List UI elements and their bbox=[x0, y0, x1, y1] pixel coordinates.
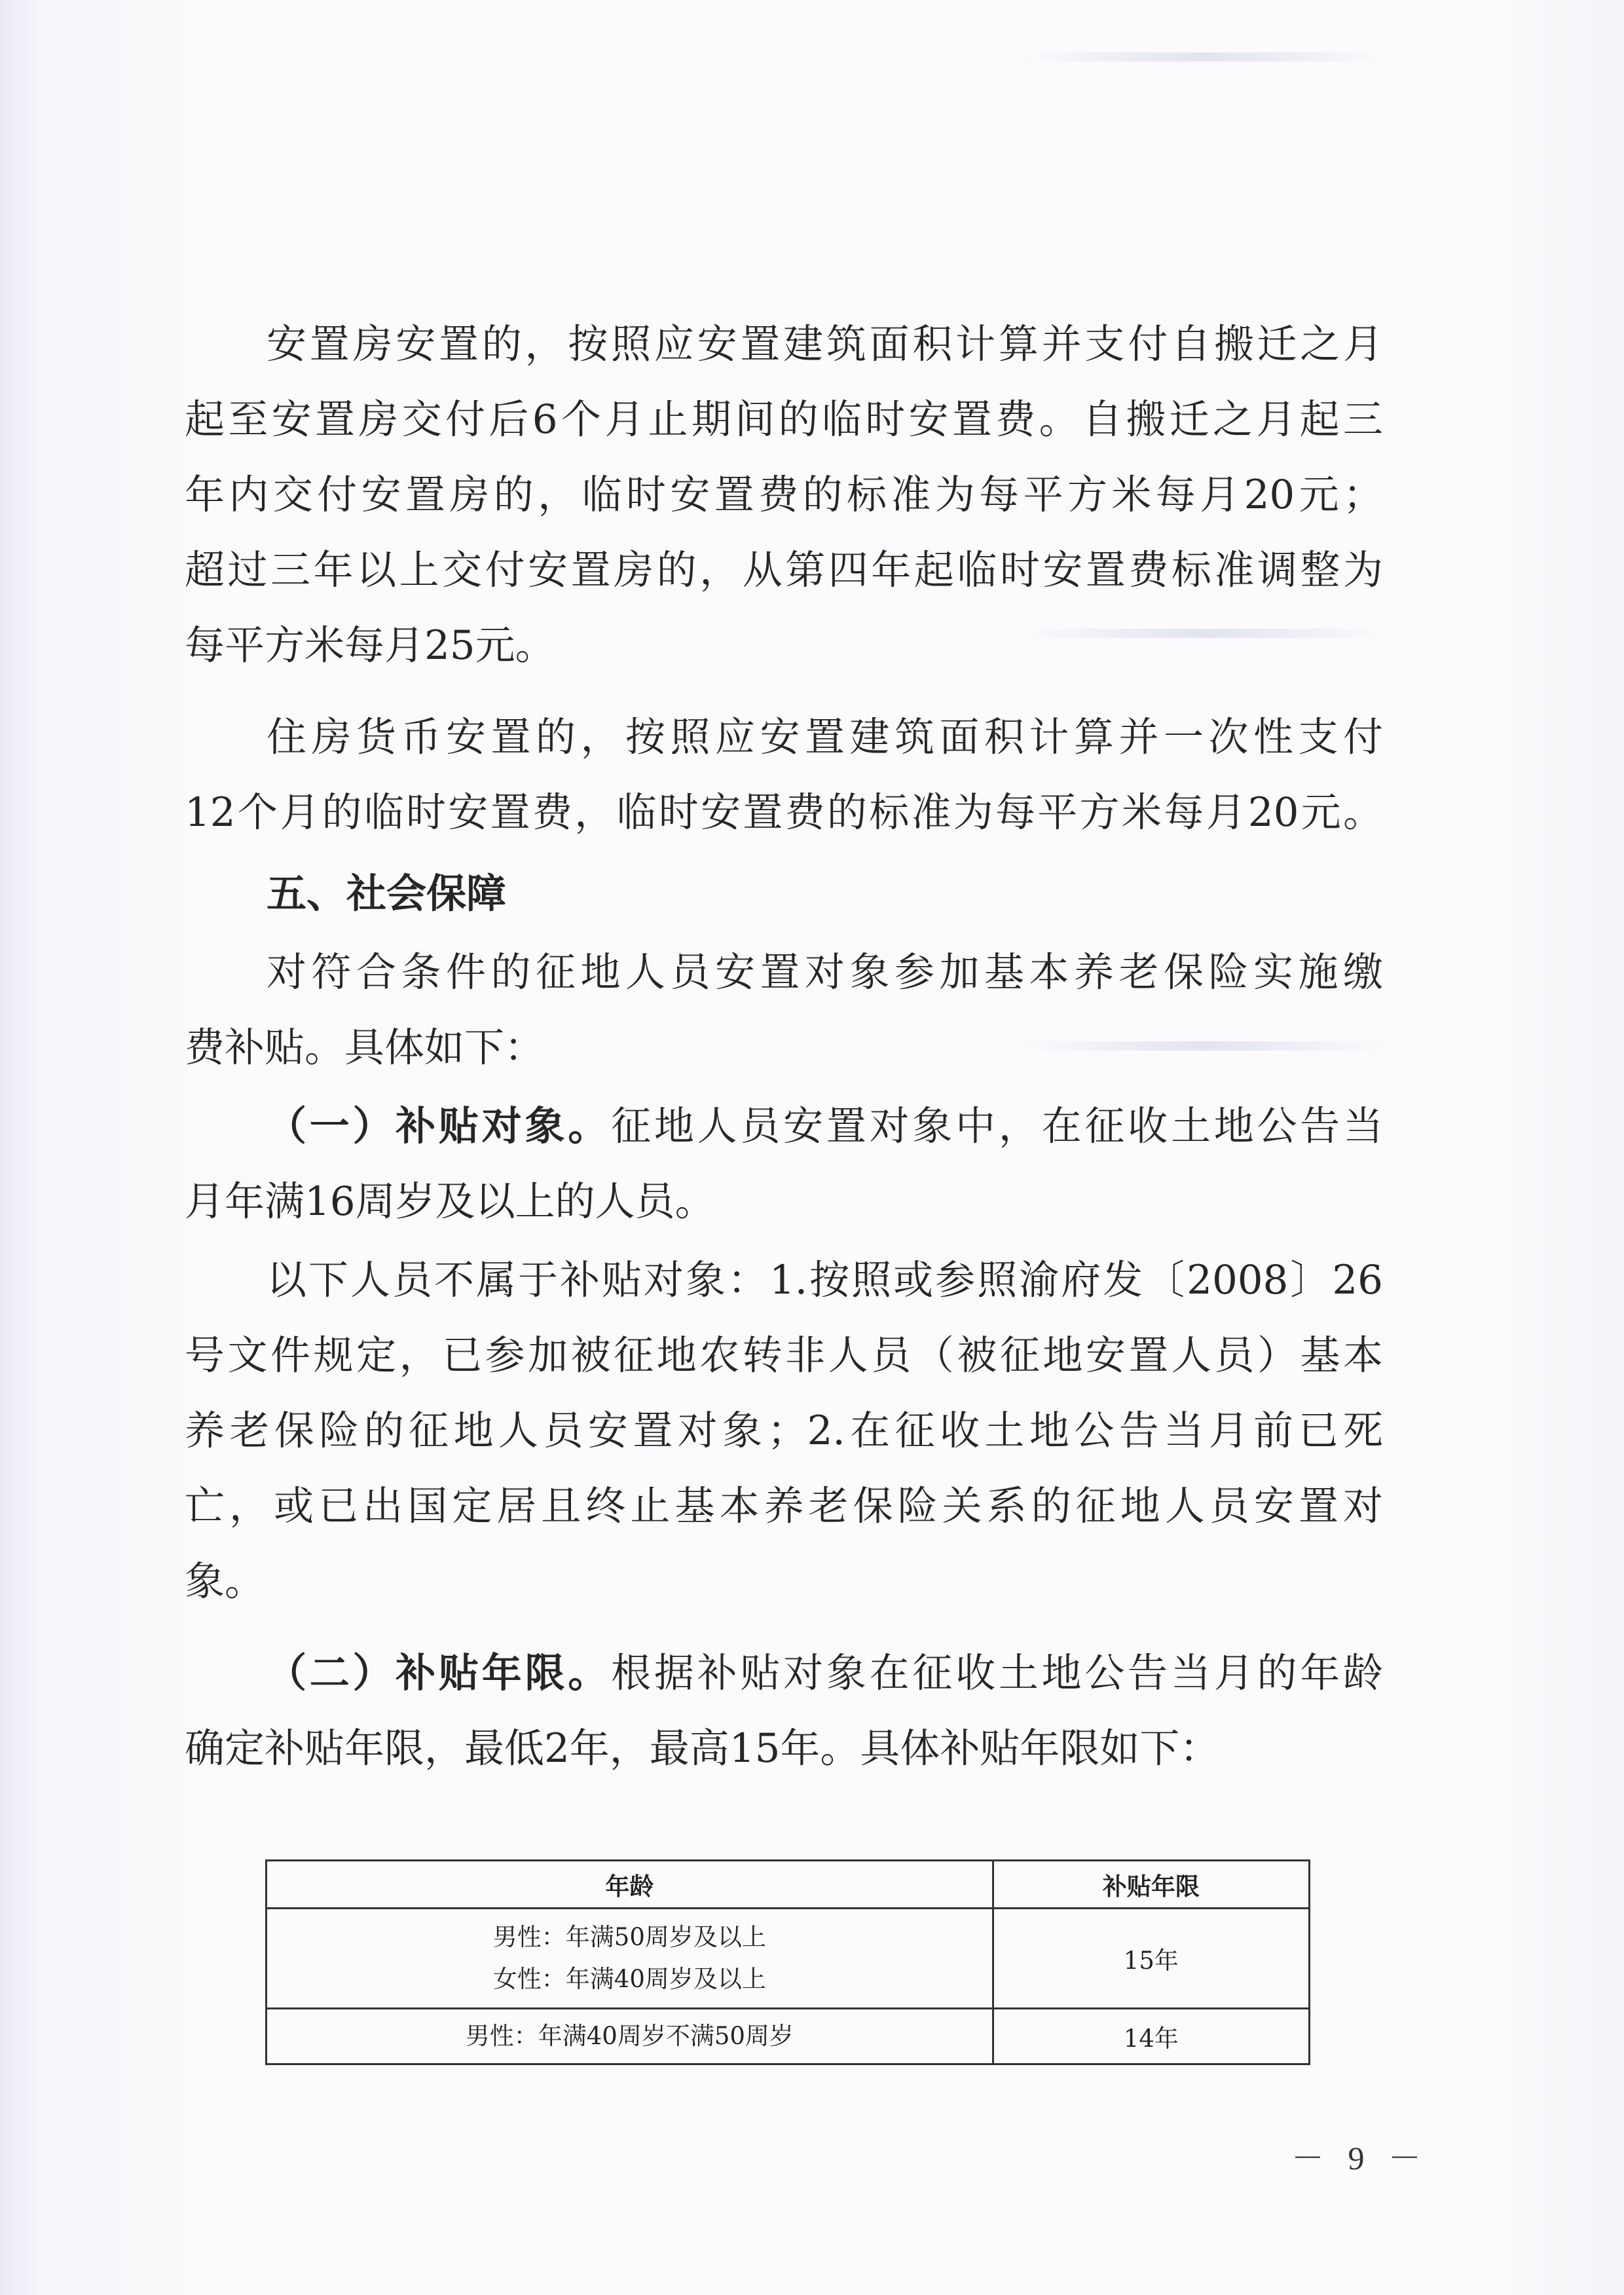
table-cell-age bbox=[267, 1909, 993, 2009]
table-row bbox=[267, 1909, 1310, 2009]
table-cell-age bbox=[267, 2009, 993, 2064]
paragraph-2-line-2: 12个月的临时安置费，临时安置费的标准为每平方米每月20元。 bbox=[185, 789, 1383, 836]
page-number: － 9 － bbox=[1291, 2140, 1429, 2176]
age-condition-male: 男性：年满40周岁不满50周岁 bbox=[465, 2022, 794, 2050]
table-cell-years: 14年 bbox=[993, 2009, 1309, 2064]
table-header-years: 补贴年限 bbox=[993, 1861, 1309, 1909]
paragraph-3-line-2: 费补贴。具体如下： bbox=[185, 1024, 545, 1071]
paragraph-1-line-4: 超过三年以上交付安置房的，从第四年起临时安置费标准调整为 bbox=[185, 547, 1383, 593]
subsidy-years-table bbox=[265, 1859, 1310, 2065]
paragraph-6-line-2: 确定补贴年限，最低2年，最高15年。具体补贴年限如下： bbox=[185, 1725, 1220, 1772]
subsidy-years-label: （二）补贴年限。 bbox=[267, 1650, 612, 1696]
paragraph-4-line-2: 月年满16周岁及以上的人员。 bbox=[185, 1178, 715, 1225]
paragraph-5-line-1: 以下人员不属于补贴对象：1.按照或参照渝府发〔2008〕26 bbox=[267, 1257, 1383, 1303]
paragraph-4-line-1 bbox=[267, 1100, 1383, 1153]
paragraph-6-line-1 bbox=[267, 1647, 1383, 1700]
section-heading-social-security: 五、社会保障 bbox=[267, 870, 507, 917]
paragraph-5-line-2: 号文件规定，已参加被征地农转非人员（被征地安置人员）基本 bbox=[185, 1332, 1383, 1379]
table-header-row bbox=[267, 1861, 1310, 1909]
paragraph-1-line-5: 每平方米每月25元。 bbox=[185, 622, 555, 669]
paragraph-6-line-1-text: 根据补贴对象在征收土地公告当月的年龄 bbox=[611, 1650, 1383, 1696]
paragraph-5-line-5: 象。 bbox=[185, 1558, 265, 1605]
age-condition-male: 男性：年满50周岁及以上 bbox=[492, 1923, 766, 1951]
paragraph-5-line-3: 养老保险的征地人员安置对象；2.在征收土地公告当月前已死 bbox=[185, 1408, 1383, 1454]
paragraph-3-line-1: 对符合条件的征地人员安置对象参加基本养老保险实施缴 bbox=[267, 949, 1383, 996]
paragraph-1-line-1: 安置房安置的，按照应安置建筑面积计算并支付自搬迁之月 bbox=[267, 321, 1383, 367]
paragraph-2-line-1: 住房货币安置的，按照应安置建筑面积计算并一次性支付 bbox=[267, 714, 1383, 760]
paragraph-1-line-3: 年内交付安置房的，临时安置费的标准为每平方米每月20元； bbox=[185, 472, 1383, 518]
scan-artifact bbox=[1022, 52, 1388, 62]
table-cell-years: 15年 bbox=[993, 1909, 1309, 2009]
paragraph-1-line-2: 起至安置房交付后6个月止期间的临时安置费。自搬迁之月起三 bbox=[185, 396, 1383, 443]
subsidy-target-label: （一）补贴对象。 bbox=[267, 1103, 612, 1149]
paragraph-4-line-1-text: 征地人员安置对象中，在征收土地公告当 bbox=[611, 1103, 1383, 1149]
table-row bbox=[267, 2009, 1310, 2064]
paragraph-5-line-4: 亡，或已出国定居且终止基本养老保险关系的征地人员安置对 bbox=[185, 1483, 1383, 1529]
age-condition-female: 女性：年满40周岁及以上 bbox=[492, 1965, 766, 1993]
table-header-age: 年龄 bbox=[267, 1861, 993, 1909]
